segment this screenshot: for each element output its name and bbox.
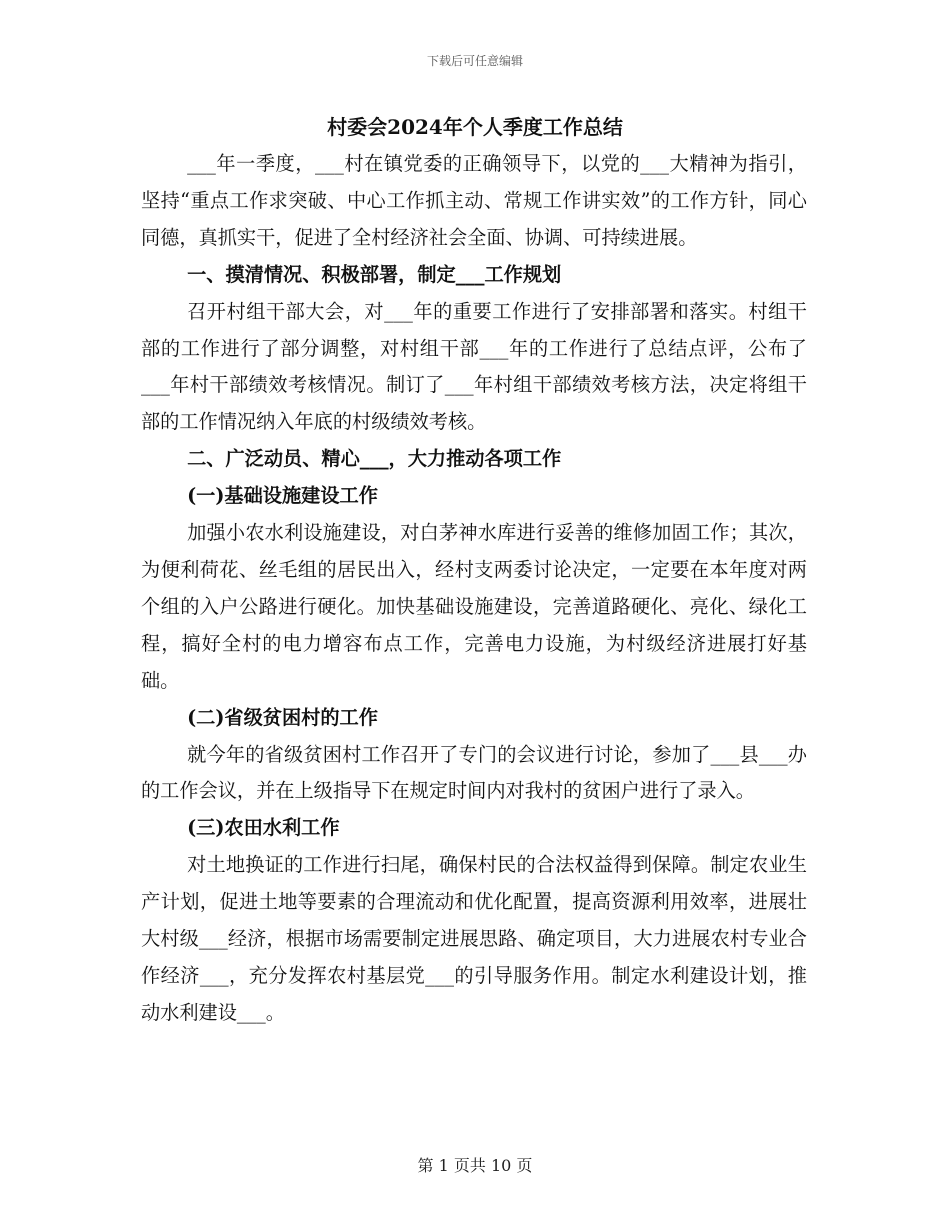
page-number-footer: 第 1 页共 10 页 bbox=[417, 1156, 533, 1175]
section-1-paragraph: 召开村组干部大会，对___年的重要工作进行了安排部署和落实。村组干部的工作进行了部分调整，对村组干部___年的工作进行了总结点评，公布了___年村干部绩效考核情况。制订了___年村组干部绩效考核方法，决定将组干部的工作情况纳入年底的村级绩效考核。 bbox=[141, 299, 807, 434]
page-header-note: 下载后可任意编辑 bbox=[426, 54, 523, 68]
subsection-2-heading: (二)省级贫困村的工作 bbox=[187, 705, 378, 729]
subsection-1-heading: (一)基础设施建设工作 bbox=[187, 484, 378, 508]
section-1-heading: 一、摸清情况、积极部署，制定___工作规划 bbox=[187, 262, 562, 286]
document-body bbox=[141, 146, 807, 1032]
subsection-3-paragraph: 对土地换证的工作进行扫尾，确保村民的合法权益得到保障。制定农业生产计划，促进土地等要素的合理流动和优化配置，提高资源利用效率，进展壮大村级___经济，根据市场需要制定进展思路、确定项目，大力进展农村专业合作经济___，充分发挥农村基层党___的引导服务作用。制定水利建设计划，推动水利建设___。 bbox=[141, 853, 807, 1024]
subsection-1-paragraph: 加强小农水利设施建设，对白茅神水库进行妥善的维修加固工作；其次，为便利荷花、丝毛组的居民出入，经村支两委讨论决定，一定要在本年度对两个组的入户公路进行硬化。加快基础设施建设，完善道路硬化、亮化、绿化工程，搞好全村的电力增容布点工作，完善电力设施，为村级经济进展打好基础。 bbox=[141, 521, 807, 692]
section-2-heading: 二、广泛动员、精心___，大力推动各项工作 bbox=[187, 447, 562, 471]
intro-paragraph: ___年一季度，___村在镇党委的正确领导下，以党的___大精神为指引，坚持“重点工作求突破、中心工作抓主动、常规工作讲实效”的工作方针，同心同德，真抓实干，促进了全村经济社会全面、协调、可持续进展。 bbox=[141, 152, 807, 249]
subsection-3-heading: (三)农田水利工作 bbox=[187, 816, 340, 840]
subsection-2-paragraph: 就今年的省级贫困村工作召开了专门的会议进行讨论，参加了___县___办的工作会议，并在上级指导下在规定时间内对我村的贫困户进行了录入。 bbox=[141, 742, 807, 803]
document-title: 村委会2024年个人季度工作总结 bbox=[327, 115, 623, 139]
